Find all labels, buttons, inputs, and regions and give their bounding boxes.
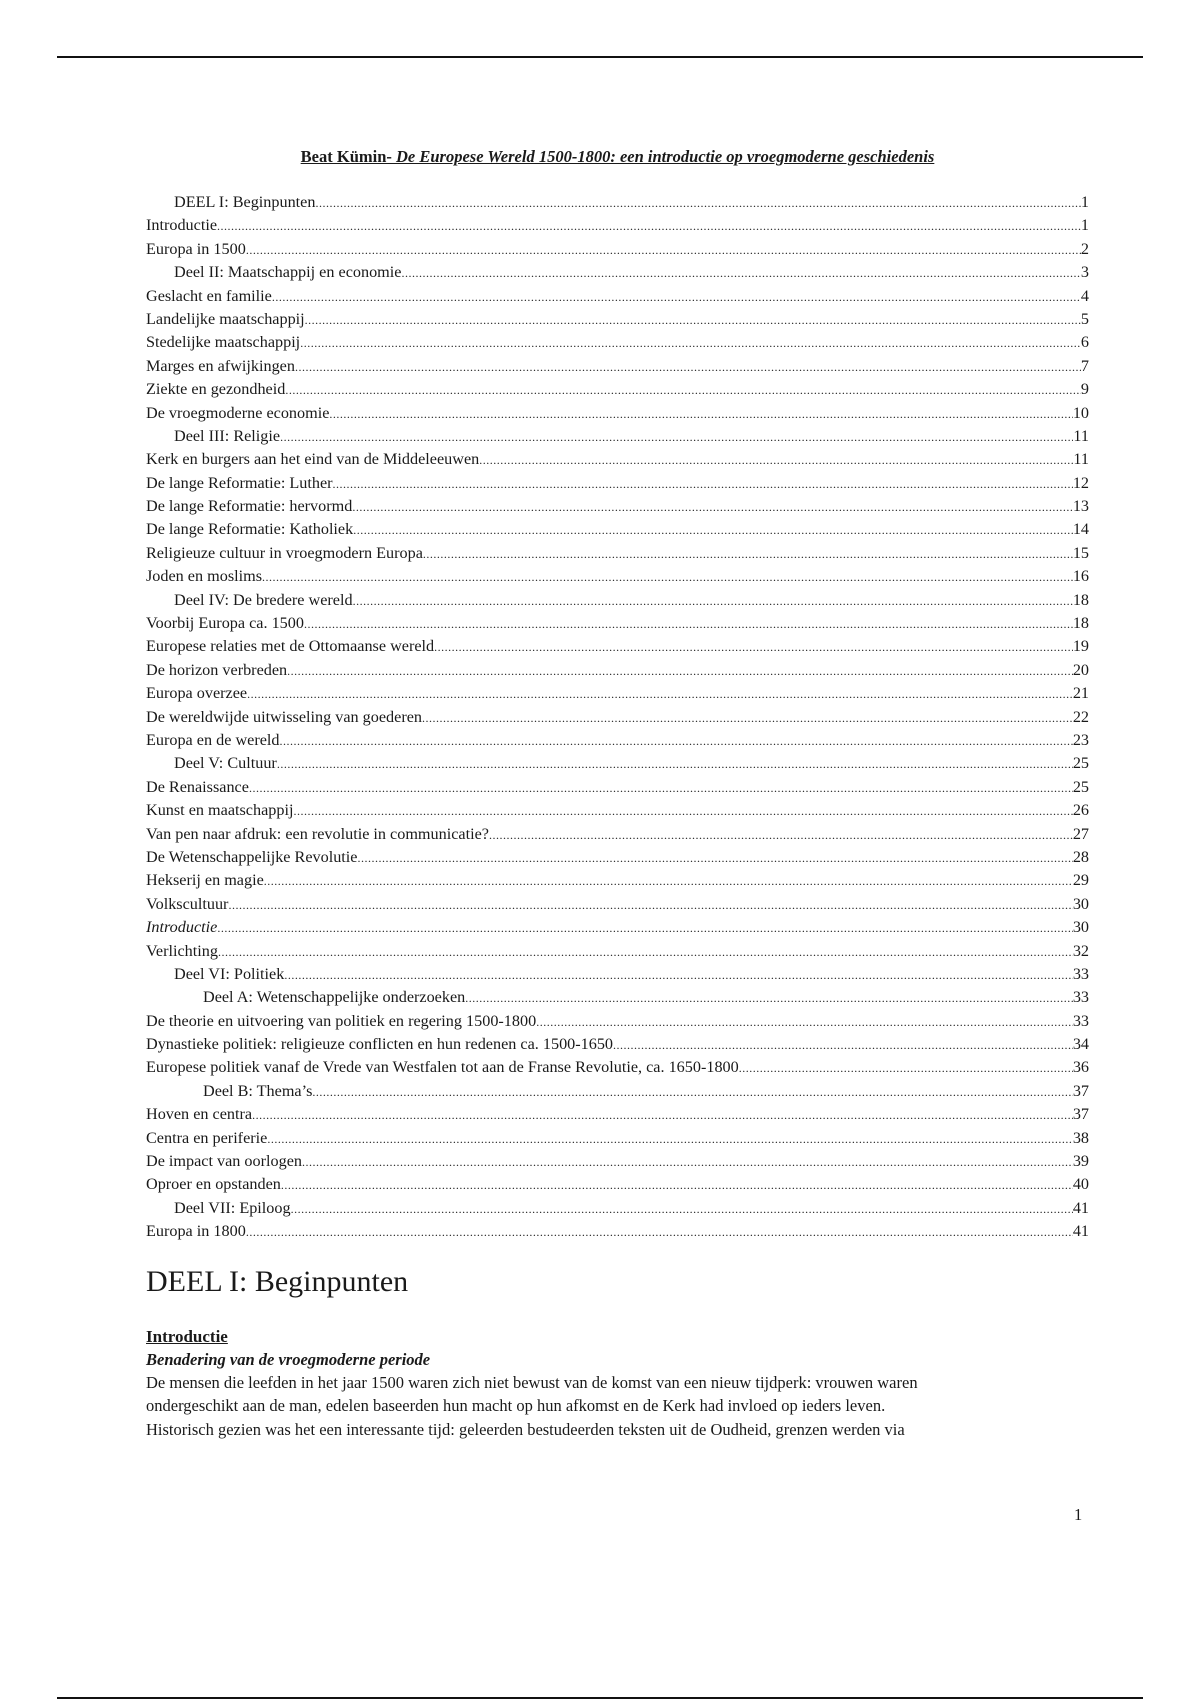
toc-entry-page: 33 (1072, 1011, 1089, 1030)
toc-leader-dots (357, 847, 1072, 869)
toc-leader-dots (333, 473, 1073, 495)
toc-entry-title: Deel VII: Epiloog (174, 1198, 291, 1217)
toc-entry[interactable] (146, 355, 1089, 378)
toc-entry-page: 5 (1080, 309, 1089, 328)
toc-entry-page: 33 (1072, 964, 1089, 983)
toc-entry-title: De wereldwijde uitwisseling van goederen (146, 707, 423, 726)
toc-entry-title: Deel IV: De bredere wereld (174, 590, 353, 609)
toc-entry[interactable] (146, 495, 1089, 518)
toc-entry[interactable] (146, 799, 1089, 822)
toc-leader-dots (281, 1174, 1073, 1196)
toc-entry[interactable] (146, 869, 1089, 892)
toc-entry[interactable] (146, 1150, 1089, 1173)
toc-entry-page: 20 (1072, 660, 1089, 679)
toc-entry-title: Introductie (146, 216, 218, 235)
toc-entry-title: Oproer en opstanden (146, 1175, 281, 1194)
toc-entry-page: 28 (1072, 847, 1089, 866)
toc-entry-page: 18 (1072, 590, 1089, 609)
toc-entry-title: Stedelijke maatschappij (146, 333, 301, 352)
toc-entry-page: 15 (1072, 543, 1089, 562)
toc-leader-dots (284, 964, 1073, 986)
footer-rule (57, 1697, 1143, 1699)
toc-entry[interactable] (146, 448, 1089, 471)
toc-entry-title: De horizon verbreden (146, 660, 288, 679)
toc-entry[interactable] (146, 238, 1089, 261)
toc-entry-title: Verlichting (146, 941, 218, 960)
toc-entry-page: 33 (1072, 988, 1089, 1007)
toc-entry-title: Deel II: Maatschappij en economie (174, 263, 402, 282)
toc-entry-page: 23 (1072, 730, 1089, 749)
body-paragraph (146, 1371, 1091, 1441)
toc-entry-title: Hekserij en magie (146, 871, 264, 890)
toc-leader-dots (295, 356, 1081, 378)
toc-entry-title: Landelijke maatschappij (146, 309, 305, 328)
toc-entry[interactable] (146, 402, 1089, 425)
toc-entry-title: Deel V: Cultuur (174, 754, 277, 773)
toc-entry-title: De vroegmoderne economie (146, 403, 330, 422)
toc-entry[interactable] (146, 682, 1089, 705)
toc-leader-dots (264, 870, 1073, 892)
toc-leader-dots (300, 332, 1081, 354)
toc-entry[interactable] (146, 752, 1089, 775)
toc-entry-page: 4 (1080, 286, 1089, 305)
toc-entry-page: 25 (1072, 777, 1089, 796)
toc-entry-page: 10 (1072, 403, 1089, 422)
toc-entry-page: 13 (1072, 497, 1089, 516)
toc-leader-dots (315, 192, 1080, 214)
toc-entry[interactable] (146, 1220, 1089, 1243)
toc-entry[interactable] (146, 916, 1089, 939)
toc-entry-page: 2 (1080, 239, 1089, 258)
body-line: Historisch gezien was het een interessante tijd: geleerden bestudeerden teksten uit de Oudheid, grenzen werden via (146, 1419, 905, 1439)
toc-leader-dots (489, 824, 1073, 846)
toc-entry[interactable] (146, 1033, 1089, 1056)
toc-entry-page: 30 (1072, 918, 1089, 937)
toc-entry-page: 34 (1072, 1035, 1089, 1054)
toc-entry-page: 25 (1072, 754, 1089, 773)
toc-entry-page: 11 (1073, 426, 1089, 445)
toc-entry-title: Marges en afwijkingen (146, 356, 295, 375)
toc-entry-title: Deel B: Thema’s (203, 1081, 313, 1100)
toc-leader-dots (304, 613, 1073, 635)
table-of-contents (146, 191, 1089, 1244)
toc-entry-page: 9 (1080, 380, 1089, 399)
toc-entry[interactable] (146, 425, 1089, 448)
body-line: ondergeschikt aan de man, edelen baseerden hun macht op hun afkomst en de Kerk had invloed op ieders leven. (146, 1396, 886, 1416)
toc-leader-dots (249, 777, 1073, 799)
toc-entry[interactable] (146, 1197, 1089, 1220)
toc-entry-page: 38 (1072, 1128, 1089, 1147)
toc-leader-dots (285, 379, 1081, 401)
title-author: Beat Kümin- (300, 147, 396, 166)
toc-entry-title: De lange Reformatie: Katholiek (146, 520, 354, 539)
toc-entry[interactable] (146, 659, 1089, 682)
toc-entry-page: 6 (1080, 333, 1089, 352)
toc-entry[interactable] (146, 893, 1089, 916)
toc-entry-title: Hoven en centra (146, 1105, 253, 1124)
toc-leader-dots (262, 566, 1073, 588)
toc-leader-dots (423, 543, 1073, 565)
toc-entry-title: Europese politiek vanaf de Vrede van Westfalen tot aan de Franse Revolutie, ca. 1650-1800 (146, 1058, 739, 1077)
toc-entry-title: Deel III: Religie (174, 426, 281, 445)
toc-entry-page: 12 (1072, 473, 1089, 492)
toc-leader-dots (465, 987, 1073, 1009)
toc-leader-dots (302, 1151, 1073, 1173)
toc-leader-dots (287, 660, 1073, 682)
toc-leader-dots (246, 239, 1081, 261)
toc-entry-page: 3 (1080, 263, 1089, 282)
toc-entry[interactable] (146, 308, 1089, 331)
section-heading: Introductie (146, 1327, 228, 1346)
toc-entry-title: Europa in 1500 (146, 239, 246, 258)
document-page (146, 145, 1089, 1241)
toc-leader-dots (401, 262, 1080, 284)
toc-leader-dots (422, 707, 1073, 729)
toc-entry-title: DEEL I: Beginpunten (174, 193, 316, 211)
toc-entry[interactable] (146, 1010, 1089, 1033)
chapter-heading: DEEL I: Beginpunten (146, 1265, 409, 1298)
toc-entry-title: Geslacht en familie (146, 286, 272, 305)
toc-leader-dots (291, 1198, 1073, 1220)
toc-entry[interactable] (146, 285, 1089, 308)
toc-entry-page: 26 (1072, 801, 1089, 820)
toc-entry-page: 1 (1080, 193, 1089, 211)
toc-entry-page: 37 (1072, 1081, 1089, 1100)
toc-leader-dots (293, 800, 1072, 822)
toc-entry-page: 32 (1072, 941, 1089, 960)
toc-entry-page: 22 (1072, 707, 1089, 726)
toc-leader-dots (352, 496, 1073, 518)
toc-entry-title: Deel A: Wetenschappelijke onderzoeken (203, 988, 466, 1007)
toc-entry-page: 7 (1080, 356, 1089, 375)
toc-entry[interactable] (146, 589, 1089, 612)
toc-leader-dots (329, 403, 1072, 425)
toc-entry-title: De theorie en uitvoering van politiek en regering 1500-1800 (146, 1011, 537, 1030)
toc-entry[interactable] (146, 823, 1089, 846)
toc-entry[interactable] (146, 963, 1089, 986)
toc-entry-page: 19 (1072, 637, 1089, 656)
toc-entry[interactable] (146, 1173, 1089, 1196)
toc-entry[interactable] (146, 729, 1089, 752)
toc-entry[interactable] (146, 542, 1089, 565)
toc-entry-title: Europa in 1800 (146, 1222, 246, 1241)
toc-entry[interactable] (146, 776, 1089, 799)
toc-leader-dots (218, 941, 1073, 963)
toc-leader-dots (536, 1011, 1073, 1033)
toc-leader-dots (247, 683, 1073, 705)
toc-entry-title: Dynastieke politiek: religieuze conflicten en hun redenen ca. 1500-1650 (146, 1035, 614, 1054)
toc-entry-title: De lange Reformatie: hervormd (146, 497, 353, 516)
toc-entry[interactable] (146, 261, 1089, 284)
toc-entry-title: Volkscultuur (146, 894, 229, 913)
toc-entry-page: 11 (1073, 450, 1089, 469)
toc-entry[interactable] (146, 331, 1089, 354)
toc-leader-dots (280, 426, 1073, 448)
toc-leader-dots (434, 636, 1073, 658)
toc-entry[interactable] (146, 191, 1089, 214)
toc-entry-page: 36 (1072, 1058, 1089, 1077)
toc-entry[interactable] (146, 635, 1089, 658)
header-rule (57, 56, 1143, 58)
toc-leader-dots (252, 1104, 1073, 1126)
toc-entry-page: 21 (1072, 684, 1089, 703)
page-number: 1 (1074, 1505, 1083, 1524)
toc-leader-dots (217, 215, 1081, 237)
toc-entry-title: Europese relaties met de Ottomaanse wereld (146, 637, 435, 656)
toc-entry-title: Europa en de wereld (146, 730, 280, 749)
toc-entry-title: De Wetenschappelijke Revolutie (146, 847, 358, 866)
toc-leader-dots (479, 449, 1073, 471)
toc-leader-dots (739, 1057, 1073, 1079)
document-title (146, 145, 1089, 169)
toc-leader-dots (246, 1221, 1073, 1243)
toc-entry-page: 41 (1072, 1198, 1089, 1217)
toc-leader-dots (217, 917, 1072, 939)
toc-entry-title: Kerk en burgers aan het eind van de Middeleeuwen (146, 450, 480, 469)
toc-entry[interactable] (146, 565, 1089, 588)
toc-entry-page: 1 (1080, 216, 1089, 235)
toc-leader-dots (277, 753, 1073, 775)
toc-entry-title: De lange Reformatie: Luther (146, 473, 333, 492)
subsection-heading: Benadering van de vroegmoderne periode (146, 1350, 431, 1369)
toc-entry-title: Kunst en maatschappij (146, 801, 294, 820)
toc-entry-title: Introductie (146, 918, 218, 937)
toc-entry[interactable] (146, 1056, 1089, 1079)
title-work: De Europese Wereld 1500-1800: een introductie op vroegmoderne geschiedenis (396, 147, 935, 166)
toc-entry[interactable] (146, 1103, 1089, 1126)
toc-leader-dots (613, 1034, 1073, 1056)
toc-leader-dots (228, 894, 1072, 916)
toc-entry-page: 40 (1072, 1175, 1089, 1194)
toc-leader-dots (353, 519, 1073, 541)
toc-leader-dots (312, 1081, 1072, 1103)
toc-entry-page: 29 (1072, 871, 1089, 890)
toc-entry-page: 16 (1072, 567, 1089, 586)
toc-entry-title: Voorbij Europa ca. 1500 (146, 614, 304, 633)
toc-entry-page: 30 (1072, 894, 1089, 913)
toc-entry-title: Van pen naar afdruk: een revolutie in communicatie? (146, 824, 489, 843)
toc-entry-page: 14 (1072, 520, 1089, 539)
toc-entry[interactable] (146, 846, 1089, 869)
toc-entry[interactable] (146, 472, 1089, 495)
toc-entry-page: 39 (1072, 1152, 1089, 1171)
toc-entry-title: De Renaissance (146, 777, 249, 796)
toc-entry-title: Religieuze cultuur in vroegmodern Europa (146, 543, 423, 562)
toc-entry-page: 37 (1072, 1105, 1089, 1124)
toc-entry-page: 18 (1072, 614, 1089, 633)
toc-entry-title: Europa overzee (146, 684, 248, 703)
toc-entry[interactable] (146, 214, 1089, 237)
toc-entry[interactable] (146, 1127, 1089, 1150)
body-line: De mensen die leefden in het jaar 1500 waren zich niet bewust van de komst van een nieuw tijdperk: vrouwen waren (146, 1373, 918, 1392)
toc-entry[interactable] (146, 1080, 1089, 1103)
toc-leader-dots (353, 590, 1073, 612)
toc-entry-title: Joden en moslims (146, 567, 263, 586)
toc-entry[interactable] (146, 612, 1089, 635)
toc-leader-dots (305, 309, 1081, 331)
toc-leader-dots (279, 730, 1072, 752)
toc-entry-title: Deel VI: Politiek (174, 964, 285, 983)
toc-entry[interactable] (146, 518, 1089, 541)
toc-entry-title: De impact van oorlogen (146, 1152, 302, 1171)
toc-leader-dots (267, 1128, 1072, 1150)
toc-entry[interactable] (146, 706, 1089, 729)
toc-entry[interactable] (146, 940, 1089, 963)
toc-entry[interactable] (146, 378, 1089, 401)
toc-entry-page: 27 (1072, 824, 1089, 843)
toc-entry[interactable] (146, 986, 1089, 1009)
toc-leader-dots (272, 286, 1081, 308)
toc-entry-page: 41 (1072, 1222, 1089, 1241)
toc-entry-title: Centra en periferie (146, 1128, 268, 1147)
toc-entry-title: Ziekte en gezondheid (146, 380, 286, 399)
